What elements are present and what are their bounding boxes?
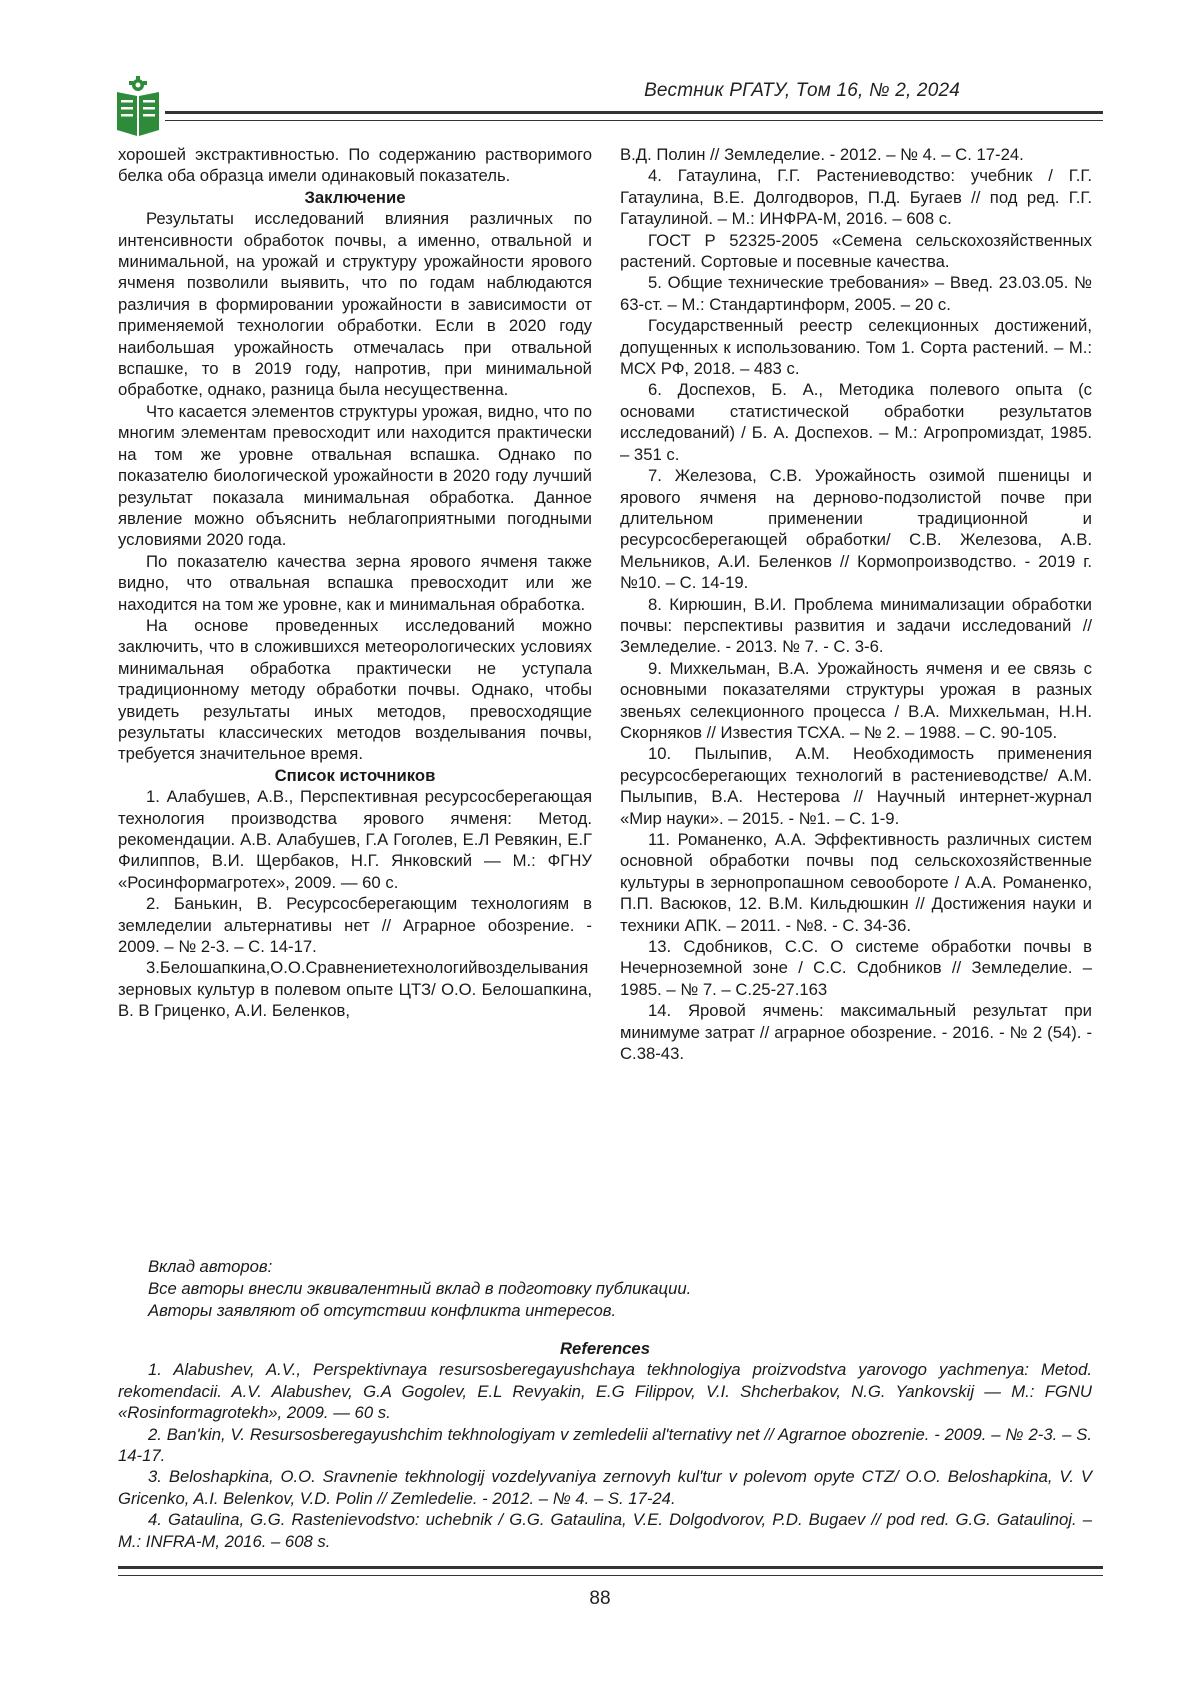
paragraph: 13. Сдобников, С.С. О системе обработки почвы в Нечерноземной зоне / С.С. Сдобников // Земледелие. – 1985. – № 7. – С.25-27.163 — [620, 937, 1092, 999]
paragraph: По показателю качества зерна ярового ячменя также видно, что отвальная вспашка превосходит или же находится на том же уровне, как и минимальная обработка. — [118, 551, 592, 614]
header-rule — [165, 111, 1103, 121]
paragraph: Результаты исследований влияния различных по интенсивности обработок почвы, а именно, отвальной и минимальной, на урожай и структуру урожайности ярового ячменя позволили выявить, что по годам наблюдаются различия в формировании урожайности в зависимости от применяемой технологии обработки. Если в 2020 году наибольшая урожайность отмечалась при отвальной вспашке, то в 2019 году, напротив, при минимальной обработке, однако, разница была несущественна. — [118, 209, 592, 400]
paragraph: В.Д. Полин // Земледелие. - 2012. – № 4. – С. 17-24. — [620, 145, 1024, 164]
journal-title: Вестник РГАТУ, Том 16, № 2, 2024 — [644, 80, 960, 101]
paragraph: ГОСТ Р 52325-2005 «Семена сельскохозяйственных растений. Сортовые и посевные качества. — [620, 230, 1092, 272]
paragraph: Государственный реестр селекционных достижений, допущенных к использованию. Том 1. Сорта растений. – М.: МСХ РФ, 2018. – 483 с. — [620, 316, 1092, 379]
section-heading: Список источников — [274, 765, 436, 785]
paragraph: 8. Кирюшин, В.И. Проблема минимализации обработки почвы: перспективы развития и задачи исследований // Земледелие. - 2013. № 7. - С. 3-6. — [620, 594, 1092, 657]
reference-item: 1. Alabushev, A.V., Perspektivnaya resursosberegayushchaya tekhnologiya proizvodstva yarovogo yachmenya: Metod. rekomendacii. A.V. Alabushev, G.A Gogolev, E.L Revyakin, E.G Filippov, V.I. Shcherbakov, N.G. Yankovskij — M.: FGNU «Rosinformagrotekh», 2009. — 60 s. — [118, 1360, 1092, 1423]
paragraph: 6. Доспехов, Б. А., Методика полевого опыта (с основами статистической обработки результатов исследований) / Б. А. Доспехов. – М.: Агропромиздат, 1985. – 351 с. — [620, 380, 1092, 464]
left-column — [118, 144, 592, 1022]
section-heading: Заключение — [304, 187, 406, 207]
book-gear-logo-icon — [115, 76, 161, 138]
paragraph: 2. Банькин, В. Ресурсосберегающим технологиям в земледелии альтернативы нет // Аграрное обозрение. - 2009. – № 2-3. – С. 14-17. — [118, 894, 592, 957]
page-number: 88 — [589, 1588, 611, 1609]
paragraph: 11. Романенко, А.А. Эффективность различных систем основной обработки почвы под сельскохозяйственные культуры в зернопропашном севообороте / А.А. Романенко, П.П. Васюков, 12. В.М. Кильдюшкин // Достижения науки и техники АПК. – 2011. - №8. - С. 34-36. — [620, 830, 1092, 935]
paragraph: 3.Белошапкина,О.О.Сравнениетехнологийвозделывания зерновых культур в полевом опыте ЦТЗ/ О.О. Белошапкина, В. В Гриценко, А.И. Беленков, — [118, 958, 592, 1021]
reference-item: 4. Gataulina, G.G. Rastenievodstvo: uchebnik / G.G. Gataulina, V.E. Dolgodvorov, P.D. Bugaev // pod red. G.G. Gataulinoj. – M.: INFRA-M, 2016. – 608 s. — [118, 1510, 1092, 1551]
paragraph: 5. Общие технические требования» – Введ. 23.03.05. № 63-ст. – М.: Стандартинформ, 2005. – 20 с. — [620, 273, 1092, 314]
paragraph: Что касается элементов структуры урожая, видно, что по многим элементам превосходит или находится практически на том же уровне отвальная вспашка. Однако по показателю биологической урожайности в 2020 году лучший результат показала минимальная обработка. Данное явление можно объяснить неблагоприятными погодными условиями 2020 года. — [118, 401, 592, 550]
paragraph: 14. Яровой ячмень: максимальный результат при минимуме затрат // аграрное обозрение. - 2016. - № 2 (54). - С.38-43. — [620, 1001, 1092, 1064]
author-contribution — [148, 1256, 1088, 1322]
conflict-statement: Авторы заявляют об отсутствии конфликта интересов. — [148, 1301, 617, 1320]
references-section — [118, 1338, 1092, 1552]
paragraph: 1. Алабушев, А.В., Перспективная ресурсосберегающая технология производства ярового ячменя: Метод. рекомендации. А.В. Алабушев, Г.А Гоголев, Е.Л Ревякин, Е.Г Филиппов, В.И. Щербаков, Н.Г. Янковский — М.: ФГНУ «Росинформагротех», 2009. — 60 с. — [118, 787, 592, 892]
paragraph: 10. Пылыпив, А.М. Необходимость применения ресурсосберегающих технологий в растениеводстве/ А.М. Пылыпив, В.А. Нестерова // Научный интернет-журнал «Мир науки». – 2015. - №1. – С. 1-9. — [620, 744, 1092, 828]
contribution-title: Вклад авторов: — [148, 1257, 273, 1276]
contribution-statement: Все авторы внесли эквивалентный вклад в подготовку публикации. — [148, 1279, 692, 1298]
paragraph: 9. Михкельман, В.А. Урожайность ячменя и ее связь с основными показателями структуры урожая в разных звеньях селекционного процесса / В.А. Михкельман, Н.Н. Скорняков // Известия ТСХА. – № 2. – 1988. – С. 90-105. — [620, 658, 1092, 742]
paragraph: хорошей экстрактивностью. По содержанию растворимого белка оба образца имели одинаковый показатель. — [118, 145, 592, 186]
reference-item: 2. Ban'kin, V. Resursosberegayushchim tekhnologiyam v zemledelii al'ternativy net // Agrarnoe obozrenie. - 2009. – № 2-3. – S. 14-17. — [118, 1424, 1092, 1466]
right-column — [620, 144, 1092, 1064]
paragraph: 7. Железова, С.В. Урожайность озимой пшеницы и ярового ячменя на дерново-подзолистой почве при длительном применении традиционной и ресурсосберегающей обработки/ С.В. Железова, А.В. Мельников, А.И. Беленков // Кормопроизводство. - 2019 г. №10. – С. 14-19. — [620, 466, 1092, 593]
paragraph: На основе проведенных исследований можно заключить, что в сложившихся метеорологических условиях минимальная обработка практически не уступала традиционному методу обработки почвы. Однако, чтобы увидеть результаты иных методов, превосходящие результаты классических методов возделывания почвы, требуется значительное время. — [118, 615, 592, 764]
paragraph: 4. Гатаулина, Г.Г. Растениеводство: учебник / Г.Г. Гатаулина, В.Е. Долгодворов, П.Д. Бугаев // под ред. Г.Г. Гатаулиной. – М.: ИНФРА-М, 2016. – 608 с. — [620, 166, 1092, 229]
references-heading: References — [560, 1339, 650, 1358]
reference-item: 3. Beloshapkina, O.O. Sravnenie tekhnologij vozdelyvaniya zernovyh kul'tur v polevom opyte CTZ/ O.O. Beloshapkina, V. V Gricenko, A.I. Belenkov, V.D. Polin // Zemledelie. - 2012. – № 4. – S. 17-24. — [118, 1467, 1092, 1508]
footer-rule — [118, 1566, 1103, 1576]
